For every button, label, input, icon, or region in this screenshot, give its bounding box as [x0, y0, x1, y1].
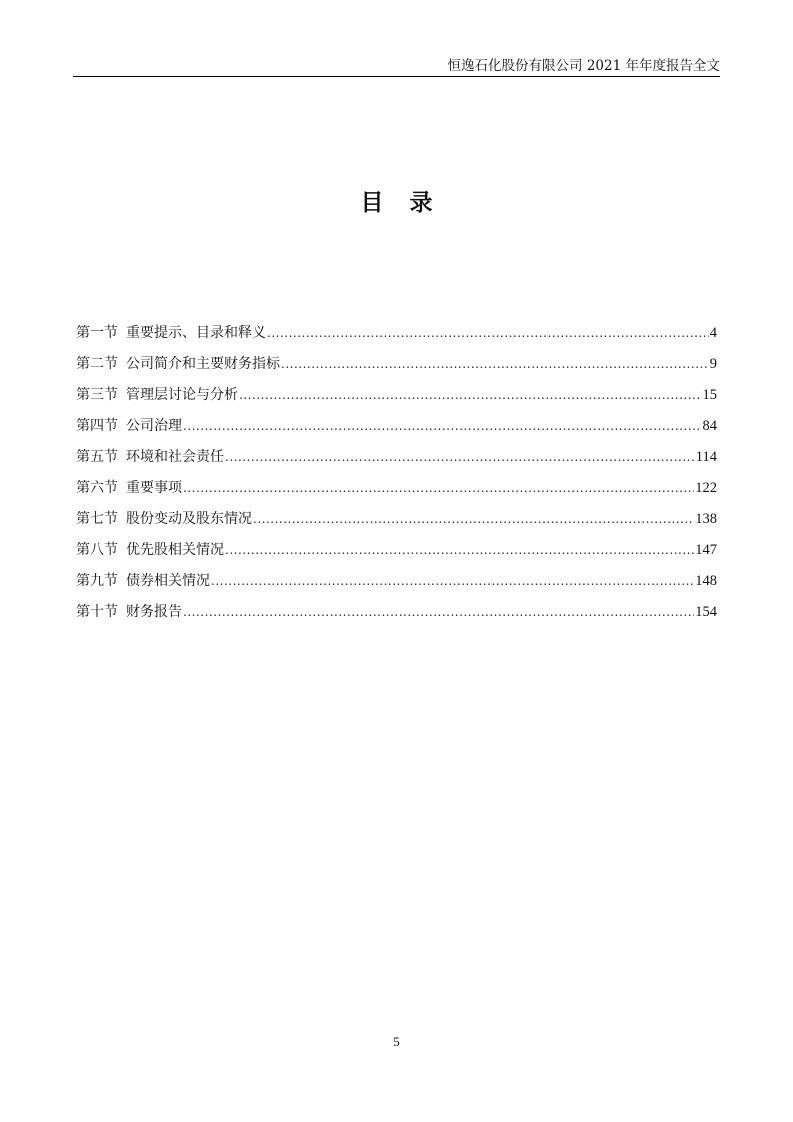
toc-section-title: 管理层讨论与分析	[126, 387, 238, 403]
toc-section-number: 第六节	[76, 480, 118, 496]
toc-page-number: 15	[702, 387, 717, 403]
toc-page-number: 84	[702, 418, 717, 434]
toc-section-title: 公司治理	[126, 418, 182, 434]
toc-entry[interactable]	[76, 570, 717, 601]
toc-dot-leader	[211, 570, 694, 592]
header-divider	[73, 76, 720, 77]
toc-entry[interactable]	[76, 415, 717, 446]
toc-dot-leader	[183, 601, 694, 623]
toc-page-number: 9	[709, 356, 717, 372]
page-title: 目录	[360, 190, 459, 216]
toc-entry[interactable]	[76, 539, 717, 570]
toc-dot-leader	[225, 446, 695, 468]
toc-dot-leader	[253, 508, 694, 530]
toc-section-title: 重要提示、目录和释义	[126, 325, 266, 341]
toc-dot-leader	[267, 322, 709, 344]
toc-section-title: 环境和社会责任	[126, 449, 224, 465]
toc-entry[interactable]	[76, 322, 717, 353]
toc-page-number: 138	[695, 511, 717, 527]
toc-entry[interactable]	[76, 477, 717, 508]
page-number: 5	[393, 1034, 400, 1049]
toc-entry[interactable]	[76, 508, 717, 539]
toc-section-title: 公司简介和主要财务指标	[126, 356, 280, 372]
toc-section-number: 第一节	[76, 325, 118, 341]
toc-section-title: 股份变动及股东情况	[126, 511, 252, 527]
toc-section-number: 第十节	[76, 604, 118, 620]
toc-dot-leader	[225, 539, 694, 561]
toc-dot-leader	[281, 353, 709, 375]
toc-dot-leader	[183, 477, 694, 499]
toc-section-number: 第三节	[76, 387, 118, 403]
toc-section-number: 第八节	[76, 542, 118, 558]
toc-entry[interactable]	[76, 601, 717, 632]
toc-section-title: 财务报告	[126, 604, 182, 620]
toc-dot-leader	[183, 415, 702, 437]
toc-section-title: 重要事项	[126, 480, 182, 496]
toc-section-number: 第四节	[76, 418, 118, 434]
running-header: 恒逸石化股份有限公司 2021 年年度报告全文	[447, 58, 720, 74]
toc-dot-leader	[239, 384, 702, 406]
toc-entry[interactable]	[76, 384, 717, 415]
toc-entry[interactable]	[76, 446, 717, 477]
toc-page-number: 147	[695, 542, 717, 558]
toc-page-number: 148	[695, 573, 717, 589]
toc-section-title: 债券相关情况	[126, 573, 210, 589]
toc-section-number: 第五节	[76, 449, 118, 465]
toc-page-number: 154	[695, 604, 717, 620]
toc-section-number: 第九节	[76, 573, 118, 589]
toc-page-number: 4	[709, 325, 717, 341]
table-of-contents	[76, 322, 717, 632]
toc-entry[interactable]	[76, 353, 717, 384]
toc-section-number: 第七节	[76, 511, 118, 527]
toc-page-number: 122	[695, 480, 717, 496]
toc-section-number: 第二节	[76, 356, 118, 372]
toc-page-number: 114	[695, 449, 717, 465]
toc-section-title: 优先股相关情况	[126, 542, 224, 558]
